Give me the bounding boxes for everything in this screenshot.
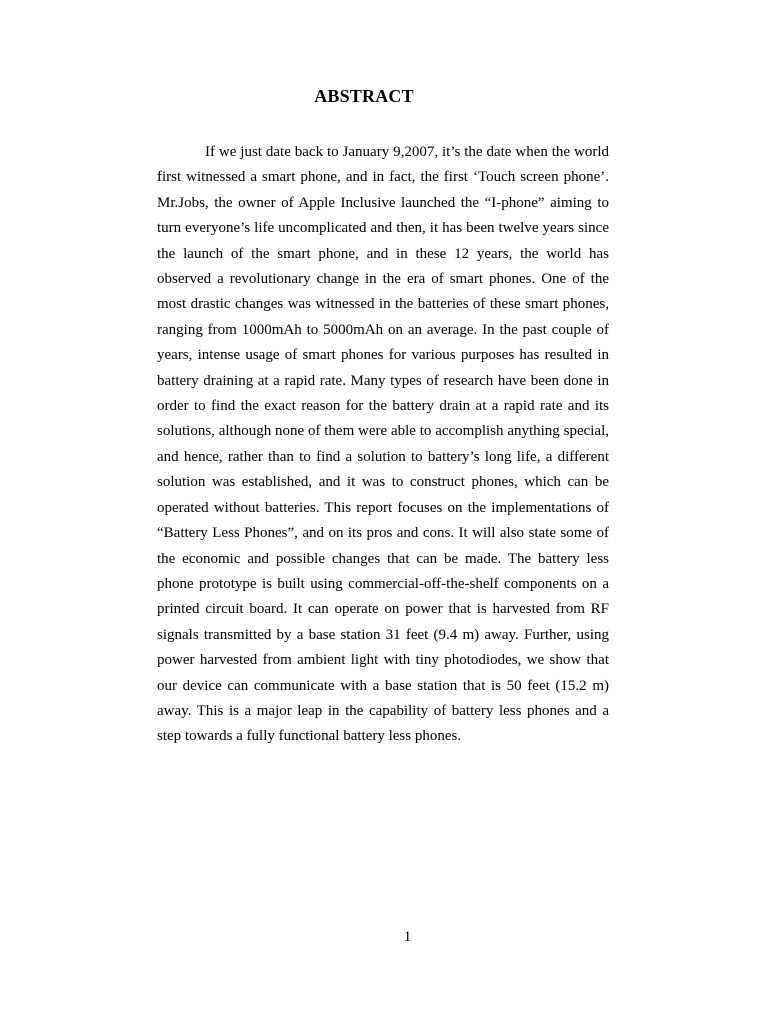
page-title: ABSTRACT: [314, 86, 414, 106]
abstract-paragraph: If we just date back to January 9,2007, it’s the date when the world first witnessed a smart phone, and in fact, the first ‘Touch screen phone’. Mr.Jobs, the owner of Apple Inclusive launched the “I-phone” aiming to turn everyone’s life uncomplicated and then, it has been twelve years since the launch of the smart phone, and in these 12 years, the world has observed a revolutionary change in the era of smart phones. One of the most drastic changes was witnessed in the batteries of these smart phones, ranging from 1000mAh to 5000mAh on an average. In the past couple of years, intense usage of smart phones for various purposes has resulted in battery draining at a rapid rate. Many types of research have been done in order to find the exact reason for the battery drain at a rapid rate and its solutions, although none of them were able to accomplish anything special, and hence, rather than to find a solution to battery’s long life, a different solution was established, and it was to construct phones, which can be operated without batteries. This report focuses on the implementations of “Battery Less Phones”, and on its pros and cons. It will also state some of the economic and possible changes that can be made. The battery less phone prototype is built using commercial-off-the-shelf components on a printed circuit board. It can operate on power that is harvested from RF signals transmitted by a base station 31 feet (9.4 m) away. Further, using power harvested from ambient light with tiny photodiodes, we show that our device can communicate with a base station that is 50 feet (15.2 m) away. This is a major leap in the capability of battery less phones and a step towards a fully functional battery less phones.: [157, 144, 609, 745]
page-number: 1: [403, 929, 412, 945]
